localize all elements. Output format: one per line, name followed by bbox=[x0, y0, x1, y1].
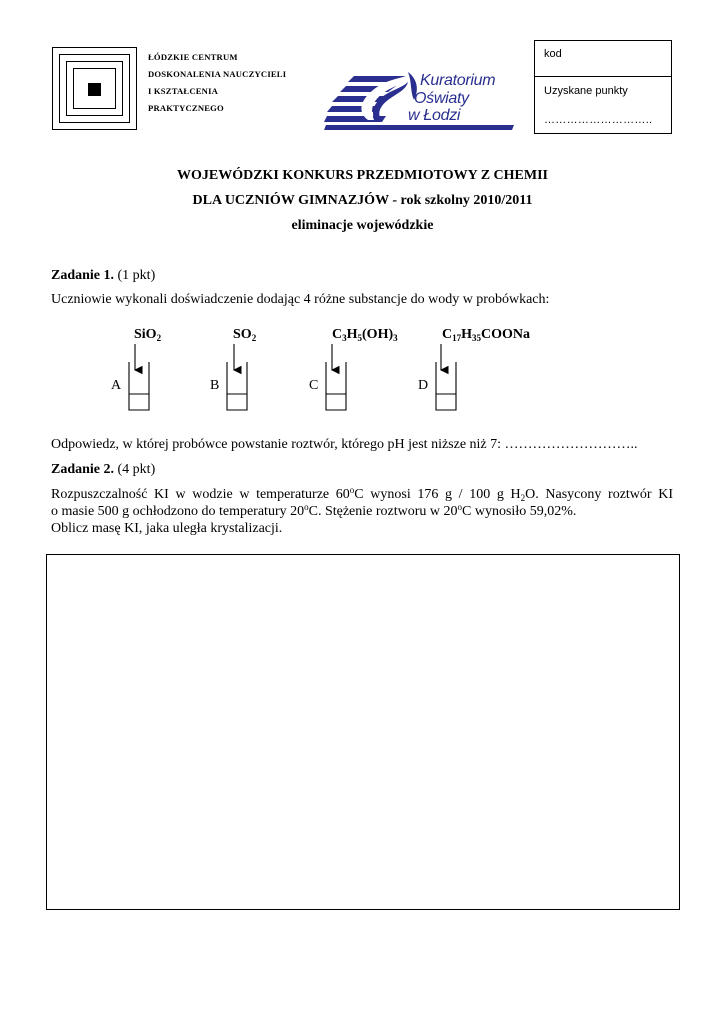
tube-label-d: D bbox=[418, 378, 429, 393]
org-line-3: I KSZTAŁCENIA bbox=[148, 86, 219, 96]
tube-c-icon bbox=[326, 344, 346, 410]
tube-label-a: A bbox=[111, 378, 122, 393]
task2-line-1: Rozpuszczalność KI w wodzie w temperaturze 60$^o$C wynosi 176 g / 100 g $H_2O$. Nasycony roztwór KI bbox=[51, 485, 673, 503]
org-name bbox=[148, 49, 286, 117]
task1-question: Odpowiedz, w której probówce powstanie roztwór, którego pH jest niższe niż 7: ……………………….. bbox=[51, 437, 638, 452]
tube-label-b: B bbox=[210, 378, 220, 393]
contest-title-line-2: DLA UCZNIÓW GIMNAZJÓW - rok szkolny 2010/2011 bbox=[192, 193, 533, 208]
contest-title-line-1: WOJEWÓDZKI KONKURS PRZEDMIOTOWY Z CHEMII bbox=[176, 168, 549, 183]
formula-b: $SO_2$ bbox=[233, 327, 257, 343]
task2-answer-box[interactable] bbox=[46, 554, 680, 910]
points-label: Uzyskane punkty bbox=[544, 85, 628, 97]
contest-title-line-3: eliminacje wojewódzkie bbox=[291, 218, 434, 233]
task1-intro: Uczniowie wykonali doświadczenie dodając 4 różne substancje do wody w probówkach: bbox=[51, 292, 550, 307]
org-line-4: PRAKTYCZNEGO bbox=[148, 103, 224, 113]
tube-a-icon bbox=[129, 344, 149, 410]
points-dots: ……………………….. bbox=[544, 114, 653, 126]
logo-square-center bbox=[88, 83, 101, 96]
task2-heading: Zadanie 2. bbox=[51, 462, 115, 477]
task2-line-2: o masie 500 g ochłodzono do temperatury 20$^o$C. Stężenie roztworu w 20$^o$C wynosiło 59,02%. bbox=[51, 502, 577, 519]
tube-d-icon bbox=[436, 344, 456, 410]
kurator-line-3: w Łodzi bbox=[408, 107, 461, 124]
code-label: kod bbox=[535, 41, 671, 77]
org-line-2: DOSKONALENIA NAUCZYCIELI bbox=[148, 69, 287, 79]
kurator-line-2: Oświaty bbox=[414, 90, 469, 107]
code-points-box bbox=[534, 40, 672, 134]
formula-d: $C_{17}H_{35}COONa$ bbox=[442, 327, 531, 343]
task2-header bbox=[51, 462, 155, 478]
kurator-line-1: Kuratorium bbox=[420, 72, 496, 89]
formula-a: SiO$_2$ bbox=[134, 327, 162, 343]
task1-points: (1 pkt) bbox=[114, 268, 156, 283]
task1-header bbox=[51, 268, 155, 284]
task1-heading: Zadanie 1. bbox=[51, 268, 115, 283]
kuratorium-logo bbox=[324, 70, 516, 132]
formula-c: $C_3H_5(OH)_3$ bbox=[332, 327, 398, 343]
task2-line-3: Oblicz masę KI, jaka uległa krystalizacji. bbox=[51, 521, 283, 536]
tube-label-c: C bbox=[309, 378, 319, 393]
task2-points: (4 pkt) bbox=[114, 462, 156, 477]
org-line-1: ŁÓDZKIE CENTRUM bbox=[148, 52, 238, 62]
tube-b-icon bbox=[227, 344, 247, 410]
